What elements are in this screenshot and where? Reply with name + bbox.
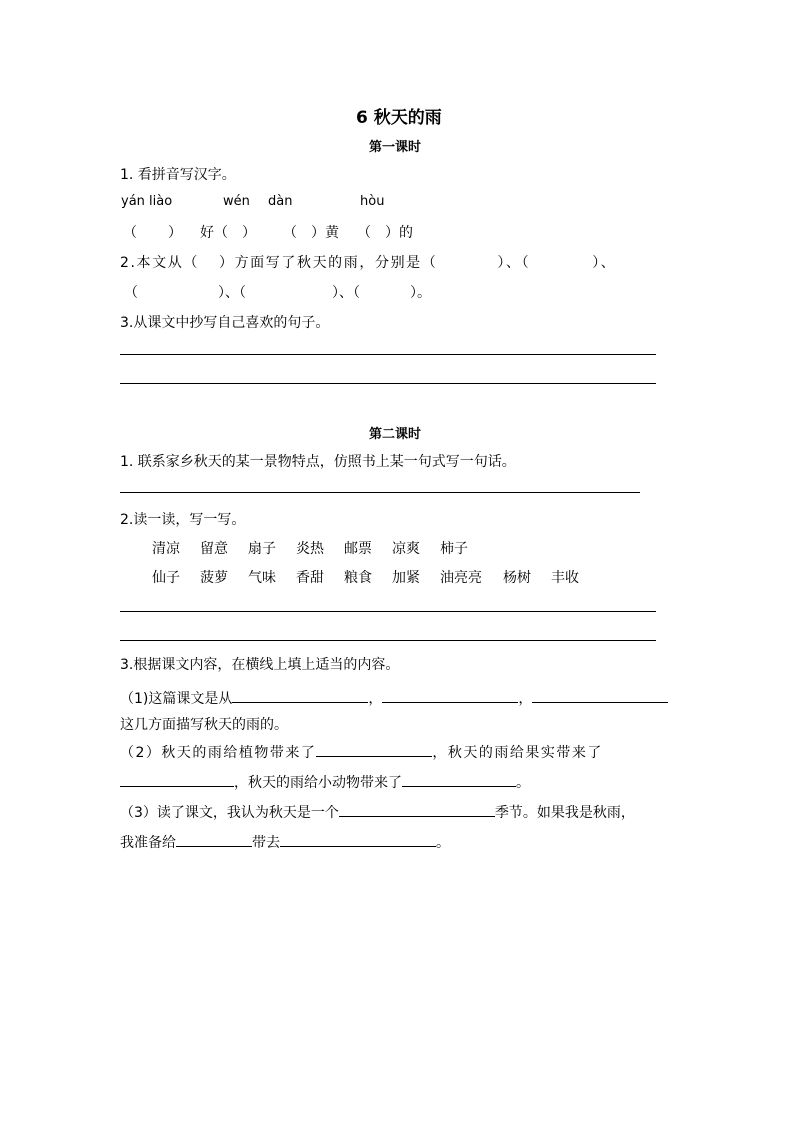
- period: 。: [436, 835, 450, 851]
- q3-part3-cont: [120, 832, 450, 852]
- pinyin-1: yán liào: [121, 194, 173, 209]
- word: 油亮亮: [440, 570, 482, 586]
- writing-line-3[interactable]: [120, 492, 640, 493]
- q3-p3-text-b: 季节。如果我是秋雨，: [494, 805, 635, 821]
- word: 杨树: [503, 570, 531, 586]
- q2-text-a: 2.本文从（: [120, 255, 199, 271]
- fill-blank[interactable]: [232, 688, 368, 703]
- q2-text-d: ）、: [592, 255, 617, 271]
- answer-box-1: （ ）: [123, 225, 183, 241]
- q2-text-h: ）。: [410, 285, 431, 301]
- writing-line-5[interactable]: [120, 640, 656, 641]
- l1-q2-line1: [120, 252, 616, 272]
- q3-p2-text-b: ，秋天的雨给果实带来了: [432, 745, 603, 761]
- q3-part2: [120, 742, 603, 762]
- word: 邮票: [344, 541, 372, 557]
- word: 仙子: [152, 570, 180, 586]
- fill-blank[interactable]: [382, 688, 518, 703]
- fill-blank[interactable]: [280, 832, 436, 847]
- lesson2-heading: 第二课时: [369, 427, 422, 442]
- answer-box-4: （ ）的: [357, 225, 413, 241]
- q3-p3-text-d: 带去: [252, 835, 280, 851]
- word: 留意: [200, 541, 228, 557]
- q3-part1-cont: 这几方面描写秋天的雨的。: [120, 717, 288, 733]
- word: 加紧: [392, 570, 420, 586]
- l1-q2-line2: [124, 282, 431, 302]
- fill-blank[interactable]: [339, 802, 495, 817]
- q3-p1-text: （1)这篇课文是从: [120, 691, 233, 707]
- l1-q3-prompt: 3.从课文中抄写自己喜欢的句子。: [120, 315, 330, 331]
- q2-text-g: ）、（: [332, 285, 360, 301]
- q3-part3: [120, 802, 635, 822]
- q3-p2-text-c: ，秋天的雨给小动物带来了: [234, 775, 402, 791]
- word: 凉爽: [392, 541, 420, 557]
- answer-box-2: 好（ ）: [200, 225, 256, 241]
- word: 柿子: [440, 541, 468, 557]
- comma: ，: [368, 691, 383, 707]
- q2-text-b: ）方面写了秋天的雨，分别是（: [218, 255, 438, 271]
- q3-part1: [120, 688, 668, 708]
- writing-line-4[interactable]: [120, 611, 656, 612]
- word: 气味: [248, 570, 276, 586]
- fill-blank[interactable]: [120, 772, 234, 787]
- l2-q2-prompt: 2.读一读，写一写。: [120, 512, 246, 528]
- q3-p2-text: （2）秋天的雨给植物带来了: [120, 745, 317, 761]
- word: 菠萝: [200, 570, 228, 586]
- l1-q1-prompt: 1. 看拼音写汉字。: [120, 167, 236, 183]
- writing-line-1[interactable]: [120, 354, 656, 355]
- writing-line-2[interactable]: [120, 383, 656, 384]
- q3-part2-cont: [120, 772, 530, 792]
- q3-p3-text-c: 我准备给: [120, 835, 176, 851]
- fill-blank[interactable]: [532, 688, 668, 703]
- lesson1-heading: 第一课时: [369, 140, 422, 155]
- fill-blank[interactable]: [176, 832, 252, 847]
- q2-text-c: ）、（: [497, 255, 531, 271]
- fill-blank[interactable]: [402, 772, 516, 787]
- q3-p3-text: （3）读了课文，我认为秋天是一个: [120, 805, 339, 821]
- l2-q3-prompt: 3.根据课文内容，在横线上填上适当的内容。: [120, 657, 400, 673]
- answer-box-3: （ ）黄: [283, 225, 339, 241]
- pinyin-2: wén: [223, 194, 250, 209]
- pinyin-4: hòu: [360, 194, 385, 209]
- word: 清凉: [152, 541, 180, 557]
- word: 香甜: [296, 570, 324, 586]
- word: 丰收: [551, 570, 579, 586]
- comma: ，: [518, 691, 533, 707]
- l2-q1-prompt: 1. 联系家乡秋天的某一景物特点，仿照书上某一句式写一句话。: [120, 454, 516, 470]
- page-title: 6 秋天的雨: [356, 108, 442, 128]
- pinyin-3: dàn: [268, 194, 293, 209]
- q2-text-e: （: [124, 285, 138, 301]
- word: 粮食: [344, 570, 372, 586]
- q2-text-f: ）、（: [218, 285, 246, 301]
- word: 扇子: [248, 541, 276, 557]
- fill-blank[interactable]: [316, 742, 432, 757]
- period: 。: [516, 775, 530, 791]
- word: 炎热: [296, 541, 324, 557]
